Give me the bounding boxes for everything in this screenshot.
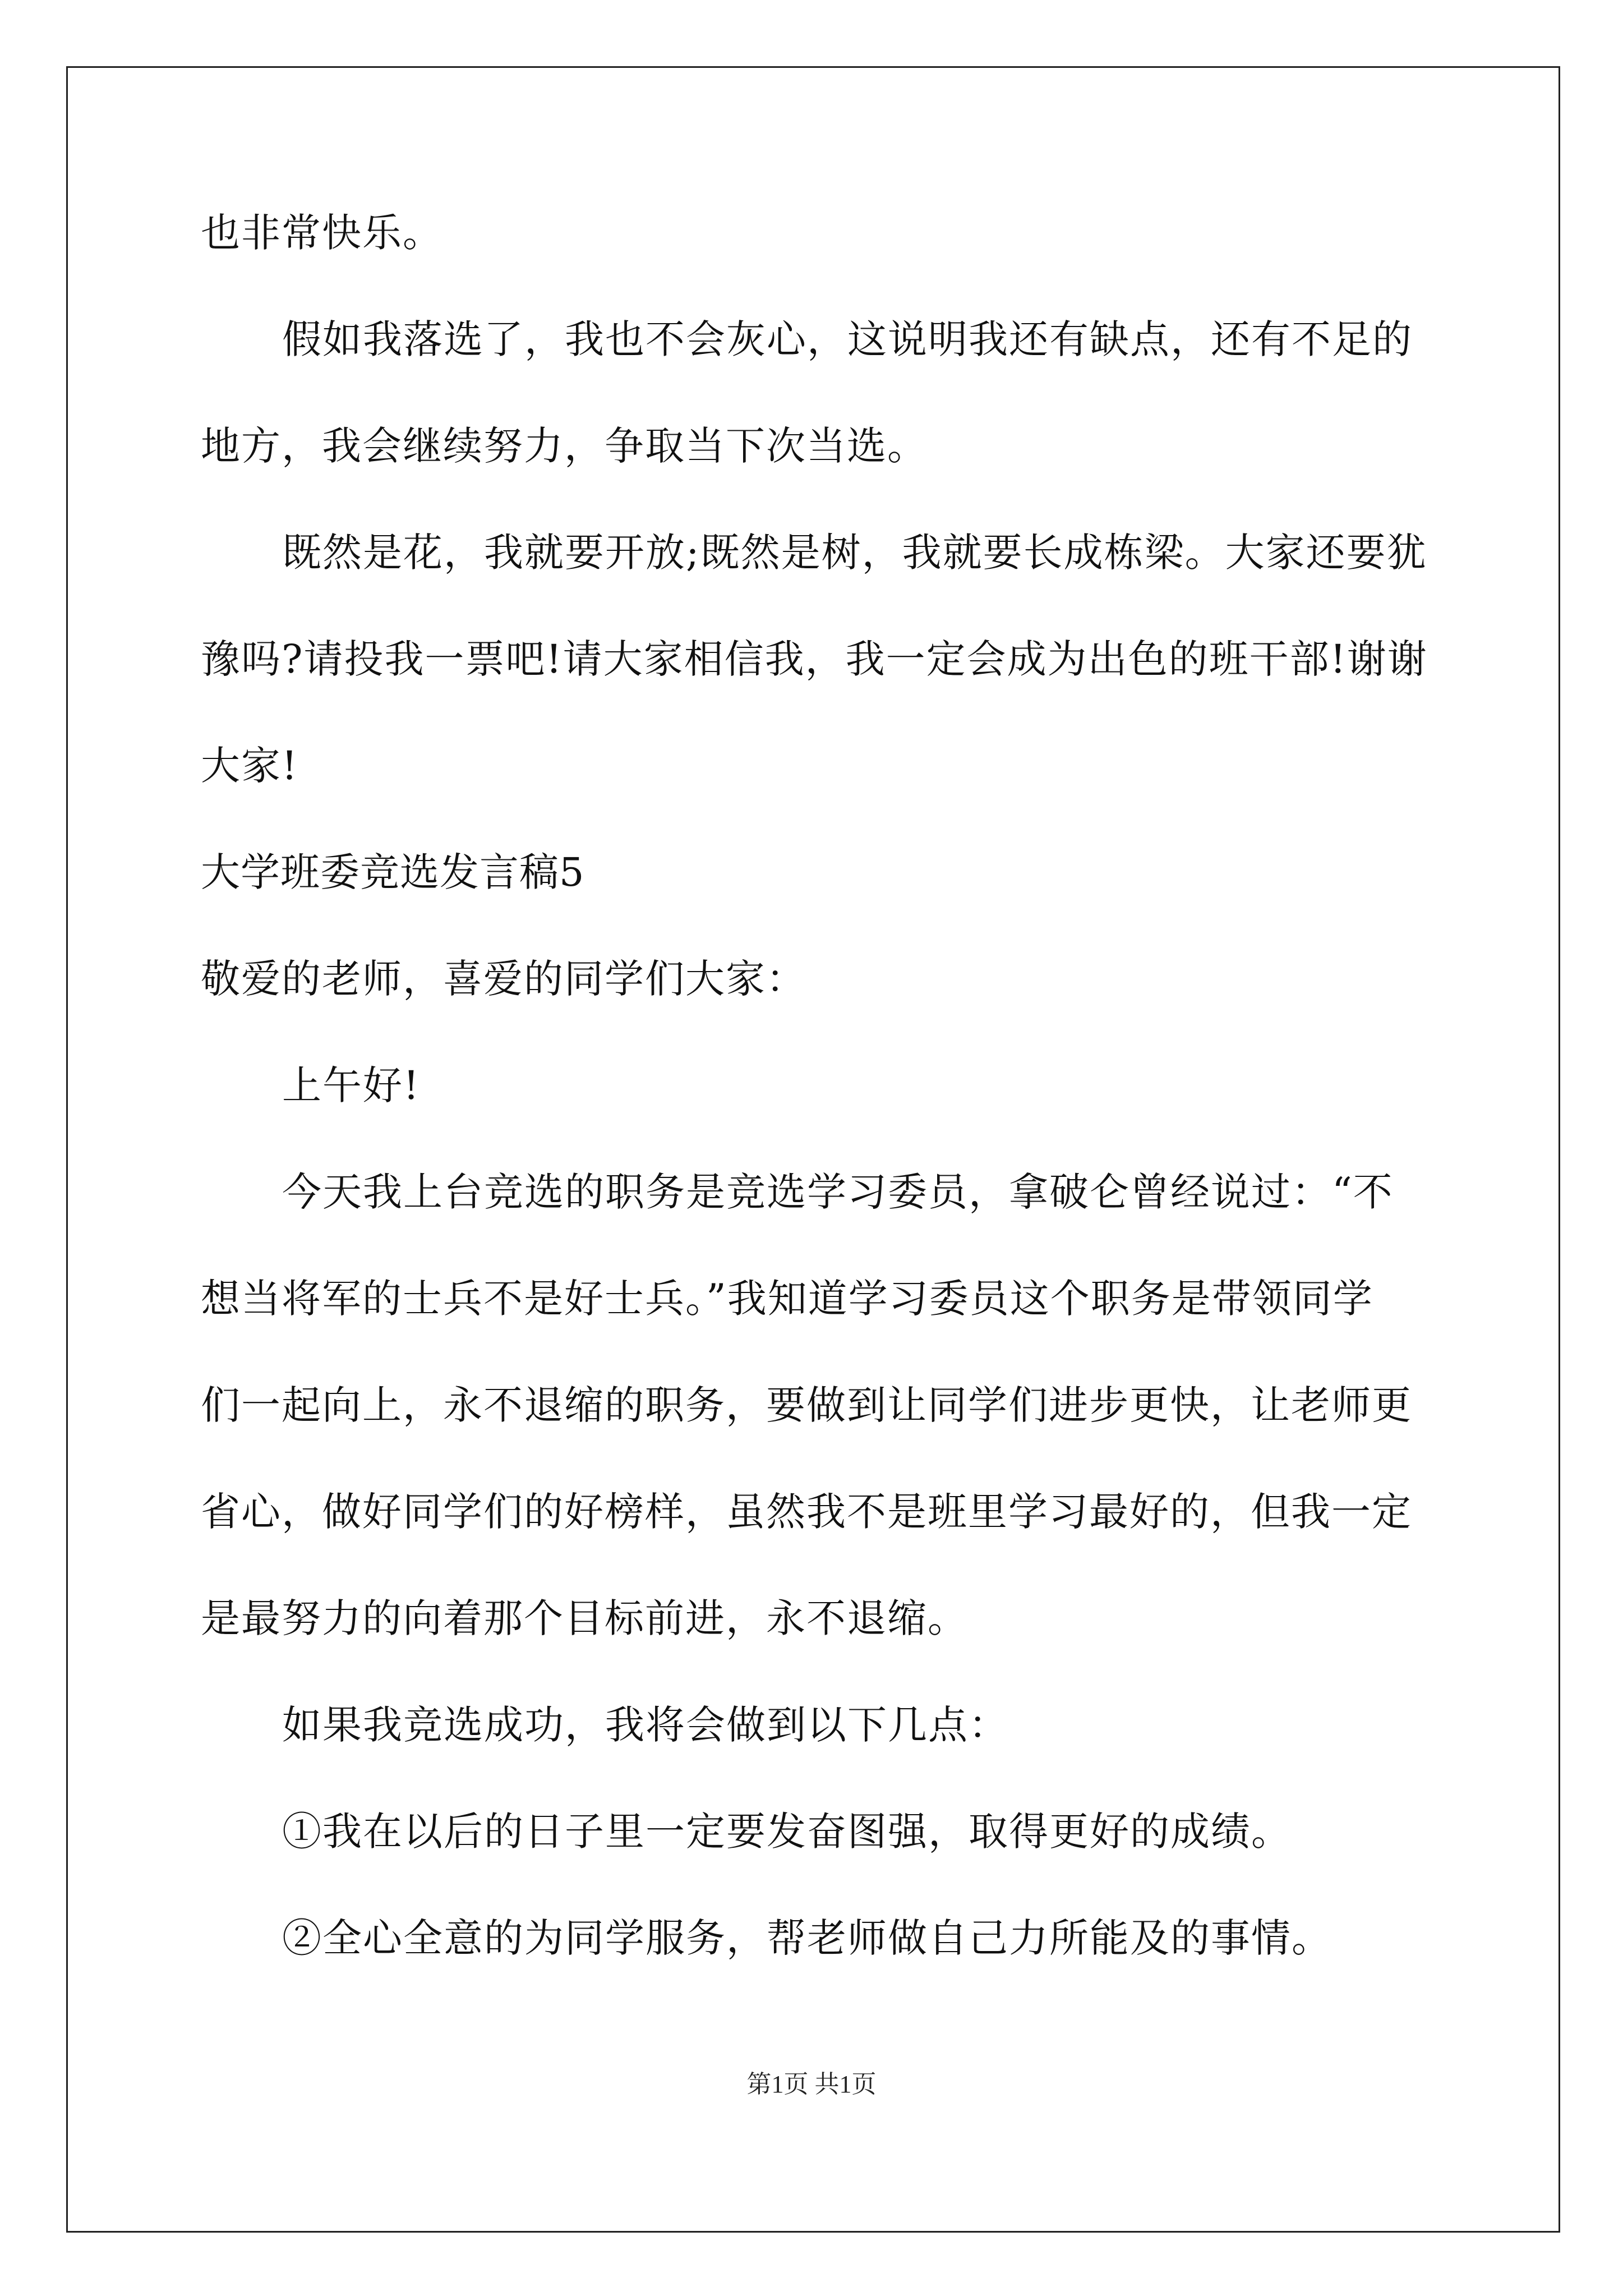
text-line: 假如我落选了，我也不会灰心，这说明我还有缺点，还有不足的: [282, 316, 1413, 362]
text-line: 地方，我会继续努力，争取当下次当选。: [201, 423, 928, 469]
text-line: 想当将军的士兵不是好士兵。”我知道学习委员这个职务是带领同学: [201, 1276, 1373, 1322]
text-line: 如果我竞选成功，我将会做到以下几点：: [282, 1702, 1009, 1748]
text-line: 豫吗?请投我一票吧!请大家相信我，我一定会成为出色的班干部!谢谢: [201, 636, 1428, 682]
greeting: 上午好!: [282, 1062, 421, 1108]
text-line: 省心，做好同学们的好榜样，虽然我不是班里学习最好的，但我一定: [201, 1489, 1412, 1535]
list-item: ②全心全意的为同学服务，帮老师做自己力所能及的事情。: [282, 1915, 1332, 1961]
salutation: 敬爱的老师，喜爱的同学们大家：: [201, 956, 806, 1002]
section-heading: 大学班委竞选发言稿5: [201, 849, 585, 895]
text-line: 今天我上台竞选的职务是竞选学习委员，拿破仑曾经说过：“不: [282, 1169, 1394, 1215]
list-item: ①我在以后的日子里一定要发奋图强，取得更好的成绩。: [282, 1809, 1292, 1855]
page-footer: 第1页 共1页: [746, 2070, 877, 2098]
document-body: [201, 208, 1429, 2019]
text-line: 既然是花，我就要开放;既然是树，我就要长成栋梁。大家还要犹: [282, 530, 1427, 576]
text-line: 是最努力的向着那个目标前进，永不退缩。: [201, 1595, 968, 1641]
text-line: 也非常快乐。: [201, 210, 443, 256]
text-line: 大家!: [201, 743, 299, 789]
text-line: 们一起向上，永不退缩的职务，要做到让同学们进步更快，让老师更: [201, 1382, 1412, 1428]
